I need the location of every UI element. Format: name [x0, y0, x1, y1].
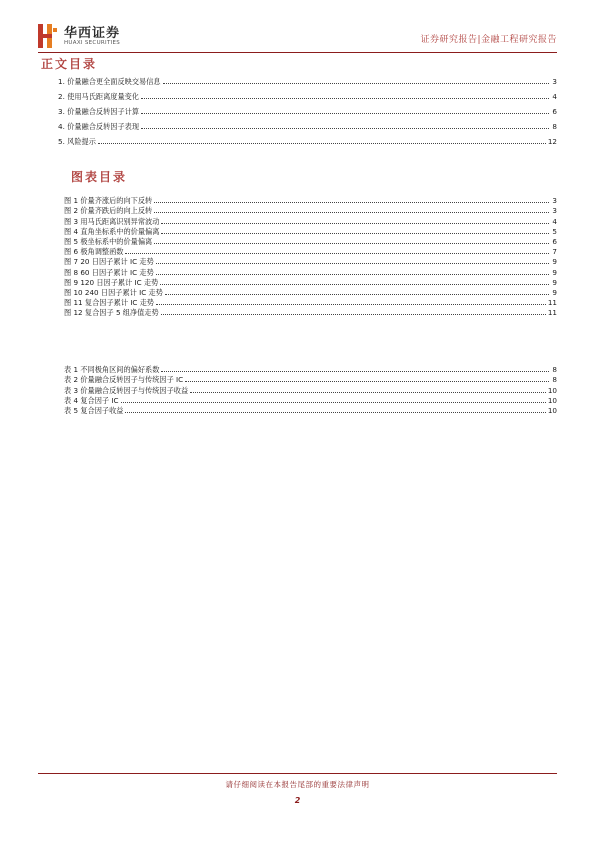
dot-leader [141, 98, 549, 99]
table-toc-entry[interactable] [64, 395, 557, 405]
figure-toc-label: 图 11 复合因子累计 IC 走势 [64, 298, 155, 308]
section-toc-entry[interactable] [58, 116, 557, 131]
dot-leader [154, 202, 549, 203]
dot-leader [154, 243, 549, 244]
logo-chinese-name: 华西证券 [64, 26, 121, 41]
figure-toc-entry[interactable] [64, 287, 557, 297]
legal-notice: 请仔细阅读在本报告尾部的重要法律声明 [225, 780, 370, 789]
section-toc-page-number: 4 [552, 92, 557, 101]
figure-toc-label: 图 3 用马氏距离识别异常波动 [64, 216, 160, 226]
dot-leader [185, 381, 549, 382]
figure-toc-page-number: 9 [552, 257, 557, 267]
table-toc-page-number: 10 [547, 405, 557, 415]
section-toc-label: 1. 价量融合更全面反映交易信息 [58, 77, 161, 86]
figure-toc-label: 图 6 极角调整函数 [64, 247, 124, 257]
table-toc-page-number: 10 [547, 385, 557, 395]
figure-toc-label: 图 2 价量齐跌后的向上反转 [64, 206, 153, 216]
figure-toc-page-number: 9 [552, 267, 557, 277]
section-toc-label: 3. 价量融合反转因子计算 [58, 107, 140, 116]
figure-toc-list [64, 195, 557, 317]
dot-leader [161, 233, 549, 234]
page-header [38, 22, 557, 52]
dot-leader [161, 223, 549, 224]
figure-toc-label: 图 1 价量齐涨后的向下反转 [64, 196, 153, 206]
dot-leader [156, 274, 549, 275]
footer-divider [38, 773, 557, 774]
figure-toc-label: 图 8 60 日因子累计 IC 走势 [64, 267, 154, 277]
huaxi-logo-icon [38, 24, 58, 48]
section-toc-label: 2. 使用马氏距离度量变化 [58, 92, 140, 101]
figure-toc-entry[interactable] [64, 297, 557, 307]
dot-leader [125, 253, 549, 254]
section-toc-entry[interactable] [58, 86, 557, 101]
dot-leader [156, 304, 546, 305]
figure-toc-entry[interactable] [64, 215, 557, 225]
figure-toc-entry[interactable] [64, 246, 557, 256]
figure-toc-label: 图 12 复合因子 5 组净值走势 [64, 308, 159, 318]
figure-toc-entry[interactable] [64, 226, 557, 236]
dot-leader [154, 212, 549, 213]
table-toc-label: 表 1 不同极角区间的偏好系数 [64, 365, 160, 375]
section-toc-page-number: 3 [552, 77, 557, 86]
report-category: 证券研究报告|金融工程研究报告 [420, 35, 557, 45]
figure-toc-label: 图 5 极坐标系中的价量偏离 [64, 236, 153, 246]
figure-toc-label: 图 10 240 日因子累计 IC 走势 [64, 287, 163, 297]
figure-toc-page-number: 5 [552, 226, 557, 236]
figure-toc-entry[interactable] [64, 195, 557, 205]
section-toc-entry[interactable] [58, 101, 557, 116]
section-toc-entry[interactable] [58, 71, 557, 86]
table-toc-entry[interactable] [64, 405, 557, 415]
figure-toc-page-number: 11 [547, 308, 557, 318]
table-toc-page-number: 10 [547, 395, 557, 405]
figure-toc-page-number: 9 [552, 287, 557, 297]
dot-leader [121, 402, 546, 403]
table-toc-label: 表 4 复合因子 IC [64, 395, 119, 405]
table-toc-entry[interactable] [64, 374, 557, 384]
section-toc-label: 4. 价量融合反转因子表现 [58, 122, 140, 131]
figure-toc-entry[interactable] [64, 236, 557, 246]
table-toc-label: 表 3 价量融合反转因子与传统因子收益 [64, 385, 189, 395]
figure-toc-page-number: 3 [552, 196, 557, 206]
dot-leader [160, 284, 549, 285]
dot-leader [190, 392, 546, 393]
figure-toc-page-number: 11 [547, 298, 557, 308]
dot-leader [161, 371, 549, 372]
figure-toc-label: 图 9 120 日因子累计 IC 走势 [64, 277, 159, 287]
chart-toc-title: 图表目录 [71, 170, 128, 184]
figure-toc-entry[interactable] [64, 266, 557, 276]
main-toc-title: 正文目录 [41, 57, 98, 71]
figure-toc-entry[interactable] [64, 256, 557, 266]
table-toc-label: 表 5 复合因子收益 [64, 405, 124, 415]
section-toc-page-number: 12 [547, 137, 557, 146]
company-logo [38, 22, 158, 50]
table-toc-page-number: 8 [552, 375, 557, 385]
figure-toc-page-number: 7 [552, 247, 557, 257]
table-toc-page-number: 8 [552, 365, 557, 375]
dot-leader [156, 263, 549, 264]
table-toc-entry[interactable] [64, 384, 557, 394]
dot-leader [141, 113, 549, 114]
section-toc-page-number: 6 [552, 107, 557, 116]
dot-leader [125, 412, 545, 413]
figure-toc-page-number: 6 [552, 236, 557, 246]
dot-leader [161, 314, 546, 315]
figure-toc-label: 图 7 20 日因子累计 IC 走势 [64, 257, 154, 267]
table-toc-list [64, 364, 557, 415]
header-divider [38, 52, 557, 53]
table-toc-entry[interactable] [64, 364, 557, 374]
dot-leader [165, 294, 549, 295]
logo-english-name: HUAXI SECURITIES [64, 40, 121, 46]
page-number: 2 [294, 796, 301, 805]
figure-toc-page-number: 4 [552, 216, 557, 226]
table-toc-label: 表 2 价量融合反转因子与传统因子 IC [64, 375, 184, 385]
figure-toc-entry[interactable] [64, 205, 557, 215]
figure-toc-entry[interactable] [64, 307, 557, 317]
main-toc-list [58, 71, 557, 146]
section-toc-label: 5. 风险提示 [58, 137, 96, 146]
dot-leader [98, 143, 546, 144]
figure-toc-page-number: 9 [552, 277, 557, 287]
dot-leader [163, 83, 549, 84]
figure-toc-label: 图 4 直角坐标系中的价量偏离 [64, 226, 160, 236]
figure-toc-page-number: 3 [552, 206, 557, 216]
section-toc-entry[interactable] [58, 131, 557, 146]
section-toc-page-number: 8 [552, 122, 557, 131]
figure-toc-entry[interactable] [64, 277, 557, 287]
dot-leader [141, 128, 549, 129]
